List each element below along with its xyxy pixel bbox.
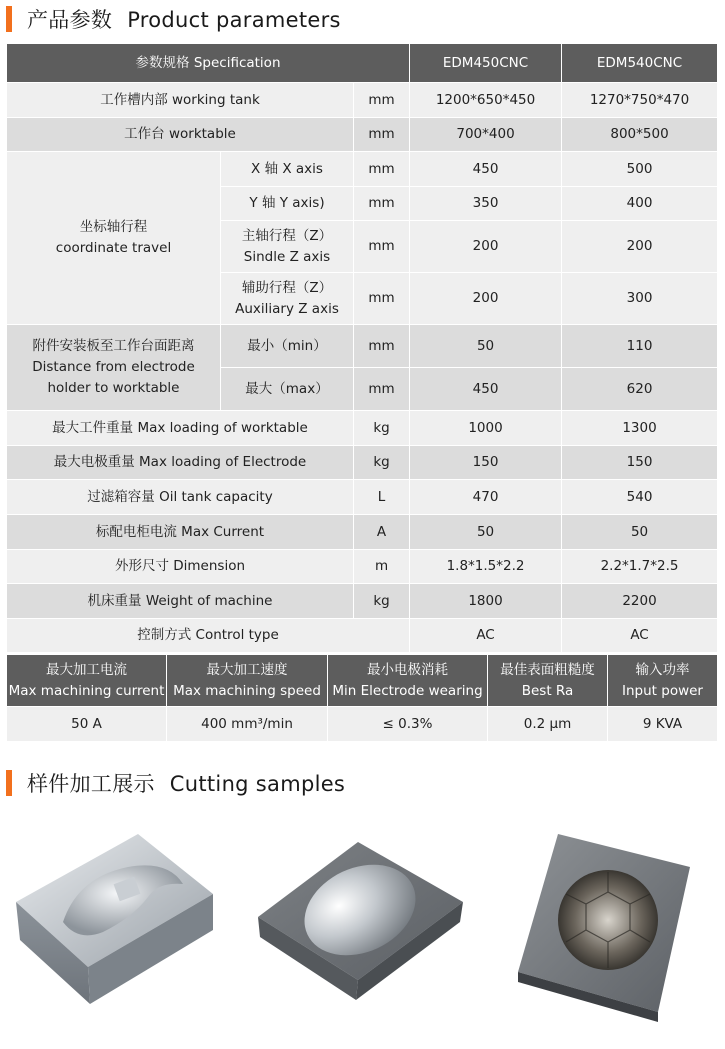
row-label bbox=[221, 273, 354, 325]
section-header-product-parameters bbox=[6, 5, 341, 33]
row-unit: mm bbox=[354, 273, 410, 325]
row-label: 工作槽内部 working tank bbox=[7, 83, 354, 118]
perf-header-cell bbox=[608, 655, 718, 707]
performance-table bbox=[6, 654, 718, 742]
row-label: 控制方式 Control type bbox=[7, 619, 410, 653]
table-row bbox=[7, 325, 718, 368]
table-row bbox=[7, 515, 718, 550]
table-row bbox=[7, 480, 718, 515]
model-1-header: EDM450CNC bbox=[410, 44, 562, 83]
cutting-samples bbox=[0, 822, 725, 1022]
distance-label-cn: 附件安装板至工作台面距离 bbox=[32, 338, 195, 354]
row-value-2: 110 bbox=[562, 325, 718, 368]
perf-header-cell bbox=[167, 655, 328, 707]
row-value-2: 1270*750*470 bbox=[562, 83, 718, 118]
perf-header-cn: 最大加工电流 bbox=[46, 661, 127, 678]
table-row bbox=[7, 446, 718, 480]
table-row bbox=[7, 550, 718, 584]
row-unit: mm bbox=[354, 118, 410, 152]
section-title bbox=[27, 4, 341, 34]
row-unit: mm bbox=[354, 325, 410, 368]
accent-bar bbox=[6, 6, 12, 32]
row-value-2: 2.2*1.7*2.5 bbox=[562, 550, 718, 584]
perf-header-en: Max machining current bbox=[8, 682, 165, 699]
perf-header-cn: 最大加工速度 bbox=[206, 661, 288, 678]
row-value-2: 50 bbox=[562, 515, 718, 550]
row-value-2: AC bbox=[562, 619, 718, 653]
row-value-2: 620 bbox=[562, 368, 718, 411]
perf-value: ≤ 0.3% bbox=[328, 707, 488, 742]
row-value-1: 470 bbox=[410, 480, 562, 515]
travel-group-label bbox=[7, 152, 221, 325]
row-unit: mm bbox=[354, 221, 410, 273]
row-unit: kg bbox=[354, 411, 410, 446]
row-label-cn: 辅助行程（Z） bbox=[241, 279, 333, 296]
table-row bbox=[7, 411, 718, 446]
performance-value-row bbox=[7, 707, 718, 742]
row-label bbox=[221, 221, 354, 273]
row-value-1: 200 bbox=[410, 221, 562, 273]
perf-header-en: Max machining speed bbox=[173, 682, 321, 699]
perf-value: 50 A bbox=[7, 707, 167, 742]
row-value-1: 50 bbox=[410, 325, 562, 368]
row-unit: L bbox=[354, 480, 410, 515]
row-value-2: 2200 bbox=[562, 584, 718, 619]
perf-header-en: Input power bbox=[622, 682, 703, 699]
row-unit: mm bbox=[354, 83, 410, 118]
row-value-1: 50 bbox=[410, 515, 562, 550]
row-label: 最小（min） bbox=[221, 325, 354, 368]
table-row bbox=[7, 619, 718, 653]
row-value-1: 450 bbox=[410, 152, 562, 187]
row-value-2: 540 bbox=[562, 480, 718, 515]
table-row bbox=[7, 584, 718, 619]
distance-group-label bbox=[7, 325, 221, 411]
row-label: 最大电极重量 Max loading of Electrode bbox=[7, 446, 354, 480]
distance-label-en-1: Distance from electrode bbox=[32, 359, 195, 375]
perf-value: 400 mm³/min bbox=[167, 707, 328, 742]
perf-value: 9 KVA bbox=[608, 707, 718, 742]
row-unit: mm bbox=[354, 368, 410, 411]
row-value-1: 700*400 bbox=[410, 118, 562, 152]
row-value-1: 200 bbox=[410, 273, 562, 325]
row-unit: A bbox=[354, 515, 410, 550]
row-label: 机床重量 Weight of machine bbox=[7, 584, 354, 619]
perf-value: 0.2 μm bbox=[488, 707, 608, 742]
perf-header-cn: 最小电极消耗 bbox=[367, 661, 448, 678]
perf-header-en: Min Electrode wearing bbox=[332, 682, 483, 699]
travel-label-cn: 坐标轴行程 bbox=[79, 219, 148, 235]
section-title bbox=[27, 768, 345, 798]
row-value-2: 300 bbox=[562, 273, 718, 325]
row-label: X 轴 X axis bbox=[221, 152, 354, 187]
row-value-1: AC bbox=[410, 619, 562, 653]
distance-label-en-2: holder to worktable bbox=[47, 380, 180, 396]
row-label: 过滤箱容量 Oil tank capacity bbox=[7, 480, 354, 515]
row-unit: kg bbox=[354, 446, 410, 480]
spec-table bbox=[6, 43, 718, 653]
section-title-en: Product parameters bbox=[127, 8, 341, 32]
table-row bbox=[7, 118, 718, 152]
row-value-2: 400 bbox=[562, 187, 718, 221]
row-label: 最大工件重量 Max loading of worktable bbox=[7, 411, 354, 446]
row-value-1: 1200*650*450 bbox=[410, 83, 562, 118]
sample-image-3 bbox=[508, 822, 698, 1022]
row-value-1: 150 bbox=[410, 446, 562, 480]
table-row bbox=[7, 83, 718, 118]
row-unit: m bbox=[354, 550, 410, 584]
section-header-cutting-samples bbox=[6, 769, 345, 797]
row-value-2: 500 bbox=[562, 152, 718, 187]
row-label-en: Sindle Z axis bbox=[243, 248, 331, 265]
accent-bar bbox=[6, 770, 12, 796]
row-value-1: 1800 bbox=[410, 584, 562, 619]
row-label-en: Auxiliary Z axis bbox=[235, 300, 339, 317]
row-unit: kg bbox=[354, 584, 410, 619]
row-value-2: 1300 bbox=[562, 411, 718, 446]
row-value-1: 450 bbox=[410, 368, 562, 411]
sample-image-1 bbox=[8, 822, 238, 1022]
spec-header-label: 参数规格 Specification bbox=[7, 44, 410, 83]
row-label: Y 轴 Y axis) bbox=[221, 187, 354, 221]
perf-header-cn: 输入功率 bbox=[635, 661, 690, 678]
section-title-cn: 产品参数 bbox=[27, 8, 113, 32]
row-value-1: 1.8*1.5*2.2 bbox=[410, 550, 562, 584]
row-value-2: 800*500 bbox=[562, 118, 718, 152]
row-unit: mm bbox=[354, 187, 410, 221]
spec-header-row bbox=[7, 44, 718, 83]
row-label: 工作台 worktable bbox=[7, 118, 354, 152]
model-2-header: EDM540CNC bbox=[562, 44, 718, 83]
perf-header-cell bbox=[328, 655, 488, 707]
perf-header-cell bbox=[488, 655, 608, 707]
sample-image-2 bbox=[248, 822, 478, 1022]
row-value-2: 150 bbox=[562, 446, 718, 480]
row-value-1: 1000 bbox=[410, 411, 562, 446]
section-title-en: Cutting samples bbox=[169, 772, 346, 796]
table-row bbox=[7, 152, 718, 187]
row-label: 标配电柜电流 Max Current bbox=[7, 515, 354, 550]
row-unit: mm bbox=[354, 152, 410, 187]
perf-header-en: Best Ra bbox=[521, 682, 574, 699]
section-title-cn: 样件加工展示 bbox=[27, 772, 155, 796]
row-value-2: 200 bbox=[562, 221, 718, 273]
row-value-1: 350 bbox=[410, 187, 562, 221]
performance-header-row bbox=[7, 655, 718, 707]
row-label: 最大（max） bbox=[221, 368, 354, 411]
row-label: 外形尺寸 Dimension bbox=[7, 550, 354, 584]
row-label-cn: 主轴行程（Z） bbox=[241, 227, 333, 244]
perf-header-cell bbox=[7, 655, 167, 707]
perf-header-cn: 最佳表面粗糙度 bbox=[500, 661, 595, 678]
travel-label-en: coordinate travel bbox=[55, 240, 172, 256]
